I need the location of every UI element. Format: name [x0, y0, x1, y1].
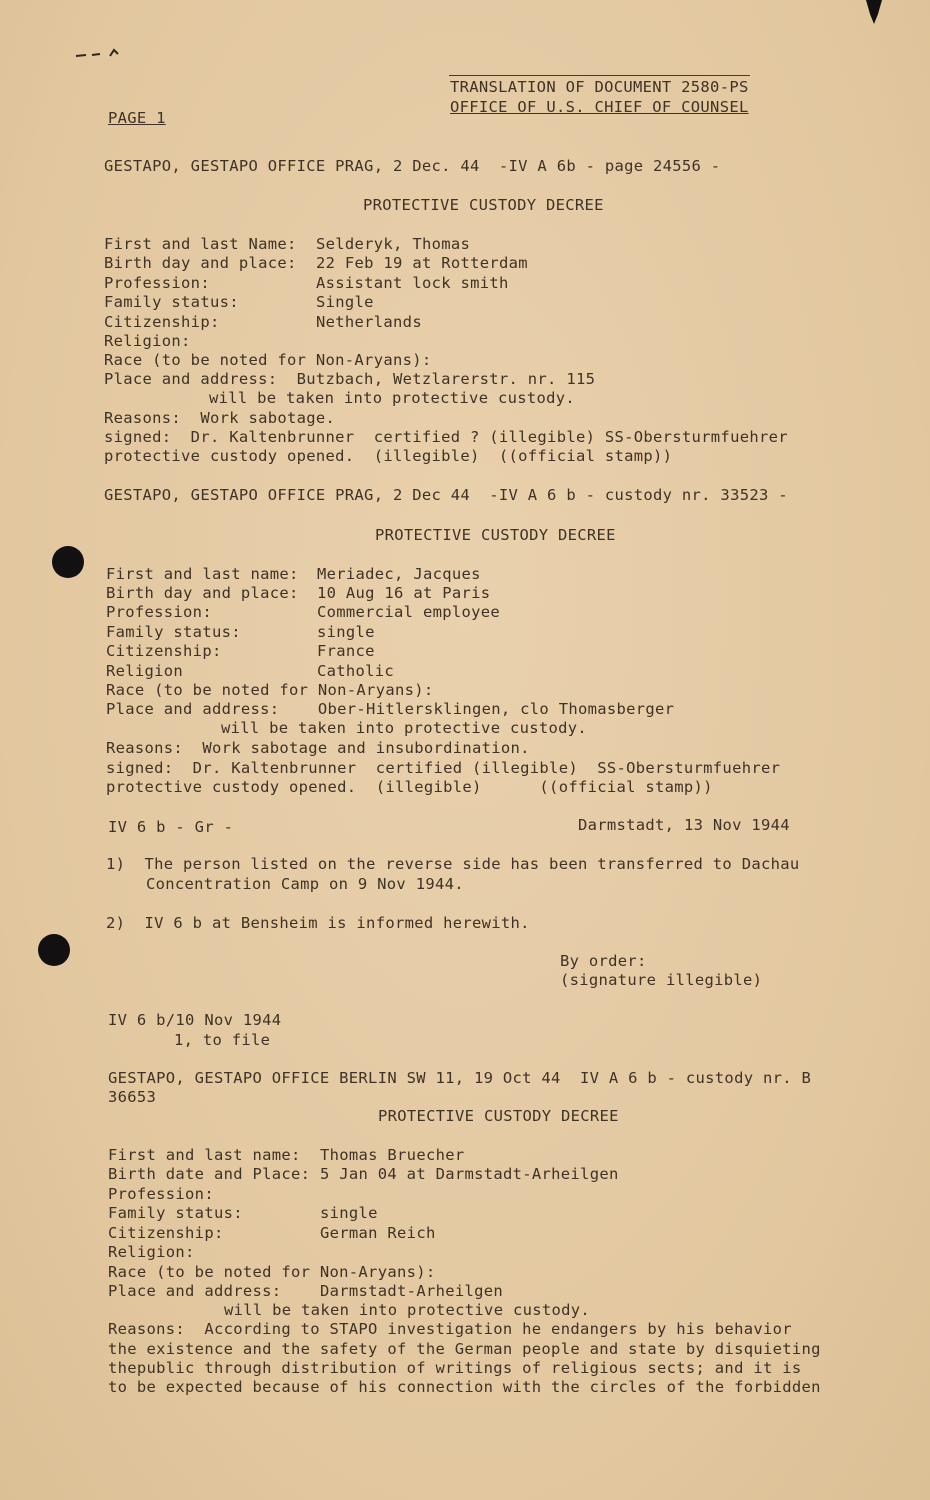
translation-line: TRANSLATION OF DOCUMENT 2580-PS — [450, 78, 749, 96]
decree2-signed: signed: Dr. Kaltenbrunner certified (illegible) SS-Obersturmfuehrer — [106, 759, 781, 777]
decree2-label-citizenship: Citizenship: — [106, 642, 222, 660]
decree3-custody: will be taken into protective custody. — [224, 1301, 591, 1319]
page-label: PAGE 1 — [108, 109, 166, 127]
decree1-reasons: Reasons: Work sabotage. — [104, 409, 336, 427]
decree3-value-birth: 5 Jan 04 at Darmstadt-Arheilgen — [320, 1165, 619, 1183]
transfer-by-order: By order: — [560, 952, 647, 970]
transfer-place-date: Darmstadt, 13 Nov 1944 — [578, 816, 790, 834]
decree3-address-label: Place and address: — [108, 1282, 282, 1300]
decree1-signed: signed: Dr. Kaltenbrunner certified ? (illegible) SS-Obersturmfuehrer — [104, 428, 788, 446]
decree1-title: PROTECTIVE CUSTODY DECREE — [363, 196, 604, 214]
decree1-label-birth: Birth day and place: — [104, 254, 297, 272]
decree2-value-name: Meriadec, Jacques — [317, 565, 481, 583]
decree3-address-value: Darmstadt-Arheilgen — [320, 1282, 504, 1300]
punch-hole-top — [52, 546, 84, 578]
decree2-value-profession: Commercial employee — [317, 603, 501, 621]
decree1-label-name: First and last Name: — [104, 235, 297, 253]
transfer-item1-line1: 1) The person listed on the reverse side has been transferred to Dachau — [106, 855, 800, 873]
decree2-value-citizenship: France — [317, 642, 375, 660]
decree2-label-name: First and last name: — [106, 565, 299, 583]
decree3-label-name: First and last name: — [108, 1146, 301, 1164]
transfer-item1-line2: Concentration Camp on 9 Nov 1944. — [146, 875, 464, 893]
transfer-file-ref: IV 6 b/10 Nov 1944 — [108, 1011, 282, 1029]
decree2-race: Race (to be noted for Non-Aryans): — [106, 681, 434, 699]
decree1-value-name: Selderyk, Thomas — [316, 235, 471, 253]
decree3-heading-line2: 36653 — [108, 1088, 157, 1106]
decree2-value-religion: Catholic — [317, 662, 395, 680]
transfer-item2: 2) IV 6 b at Bensheim is informed herewith. — [106, 914, 530, 932]
decree3-label-birth: Birth date and Place: — [108, 1165, 311, 1183]
decree1-opened: protective custody opened. (illegible) ((official stamp)) — [104, 447, 673, 465]
decree2-title: PROTECTIVE CUSTODY DECREE — [375, 526, 616, 544]
header-top-rule — [449, 75, 750, 76]
decree2-label-profession: Profession: — [106, 603, 212, 621]
decree1-heading: GESTAPO, GESTAPO OFFICE PRAG, 2 Dec. 44 -IV A 6b - page 24556 - — [104, 157, 721, 175]
decree3-reasons-line1: Reasons: According to STAPO investigation he endangers by his behavior — [108, 1320, 792, 1338]
scribble-mark — [74, 46, 134, 62]
decree1-label-profession: Profession: — [104, 274, 210, 292]
decree2-label-family: Family status: — [106, 623, 241, 641]
decree1-race: Race (to be noted for Non-Aryans): — [104, 351, 432, 369]
decree3-reasons-line2: the existence and the safety of the German people and state by disquieting — [108, 1340, 821, 1358]
decree1-value-family: Single — [316, 293, 374, 311]
decree1-custody: will be taken into protective custody. — [209, 389, 576, 407]
decree3-race: Race (to be noted for Non-Aryans): — [108, 1263, 436, 1281]
transfer-ref: IV 6 b - Gr - — [108, 818, 234, 836]
decree2-value-family: single — [317, 623, 375, 641]
corner-mark — [858, 0, 888, 26]
decree1-value-profession: Assistant lock smith — [316, 274, 509, 292]
decree3-label-citizenship: Citizenship: — [108, 1224, 224, 1242]
decree3-value-name: Thomas Bruecher — [320, 1146, 465, 1164]
decree3-value-family: single — [320, 1204, 378, 1222]
decree1-value-birth: 22 Feb 19 at Rotterdam — [316, 254, 528, 272]
decree3-value-citizenship: German Reich — [320, 1224, 436, 1242]
decree1-value-citizenship: Netherlands — [316, 313, 422, 331]
decree2-value-birth: 10 Aug 16 at Paris — [317, 584, 491, 602]
decree1-address: Place and address: Butzbach, Wetzlarerstr. nr. 115 — [104, 370, 596, 388]
decree3-heading-line1: GESTAPO, GESTAPO OFFICE BERLIN SW 11, 19 Oct 44 IV A 6 b - custody nr. B — [108, 1069, 812, 1087]
decree1-label-citizenship: Citizenship: — [104, 313, 220, 331]
decree3-reasons-line3: thepublic through distribution of writings of religious sects; and it is — [108, 1359, 802, 1377]
decree3-label-profession: Profession: — [108, 1185, 214, 1203]
punch-hole-bottom — [38, 934, 70, 966]
decree2-address: Place and address: Ober-Hitlersklingen, clo Thomasberger — [106, 700, 675, 718]
office-line: OFFICE OF U.S. CHIEF OF COUNSEL — [450, 98, 749, 116]
decree3-title: PROTECTIVE CUSTODY DECREE — [378, 1107, 619, 1125]
decree3-label-family: Family status: — [108, 1204, 243, 1222]
decree2-label-birth: Birth day and place: — [106, 584, 299, 602]
transfer-to-file: 1, to file — [174, 1031, 271, 1049]
decree2-label-religion: Religion — [106, 662, 184, 680]
transfer-signature: (signature illegible) — [560, 971, 763, 989]
decree1-label-religion: Religion: — [104, 332, 191, 350]
decree2-heading: GESTAPO, GESTAPO OFFICE PRAG, 2 Dec 44 -IV A 6 b - custody nr. 33523 - — [104, 486, 788, 504]
decree1-label-family: Family status: — [104, 293, 239, 311]
decree3-reasons-line4: to be expected because of his connection with the circles of the forbidden — [108, 1378, 821, 1396]
decree3-label-religion: Religion: — [108, 1243, 195, 1261]
decree2-opened: protective custody opened. (illegible) ((official stamp)) — [106, 778, 713, 796]
decree2-custody: will be taken into protective custody. — [221, 719, 588, 737]
decree2-reasons: Reasons: Work sabotage and insubordination. — [106, 739, 530, 757]
